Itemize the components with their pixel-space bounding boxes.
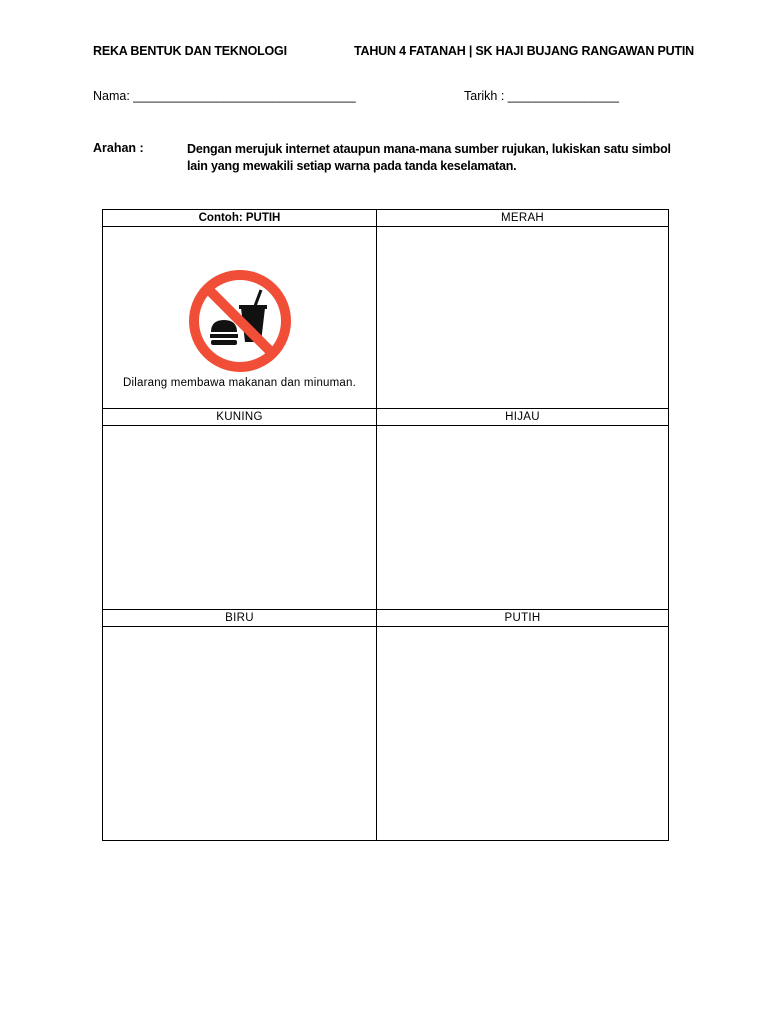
safety-color-table	[102, 209, 669, 841]
column-divider	[376, 210, 377, 840]
row-divider	[103, 425, 668, 426]
subject-title: REKA BENTUK DAN TEKNOLOGI	[93, 44, 287, 58]
cell-title-white: PUTIH	[504, 612, 541, 624]
date-field: Tarikh : ________________	[464, 89, 619, 103]
cell-title-yellow: KUNING	[216, 411, 263, 423]
row-divider	[103, 226, 668, 227]
cell-title-green: HIJAU	[505, 411, 540, 423]
cell-title-example-white: Contoh: PUTIH	[198, 212, 281, 224]
no-food-and-drink-icon	[189, 270, 291, 372]
instruction-label: Arahan :	[93, 141, 144, 155]
name-field: Nama: ________________________________	[93, 89, 356, 103]
cell-title-red: MERAH	[500, 212, 545, 224]
example-caption: Dilarang membawa makanan dan minuman.	[122, 377, 357, 389]
class-school-title: TAHUN 4 FATANAH | SK HAJI BUJANG RANGAWAN PUTIN	[354, 44, 694, 58]
row-divider	[103, 626, 668, 627]
cell-title-blue: BIRU	[225, 612, 254, 624]
instruction-text: Dengan merujuk internet ataupun mana-mana sumber rujukan, lukiskan satu simbol lain yang mewakili setiap warna pada tanda keselamatan.	[187, 142, 671, 173]
